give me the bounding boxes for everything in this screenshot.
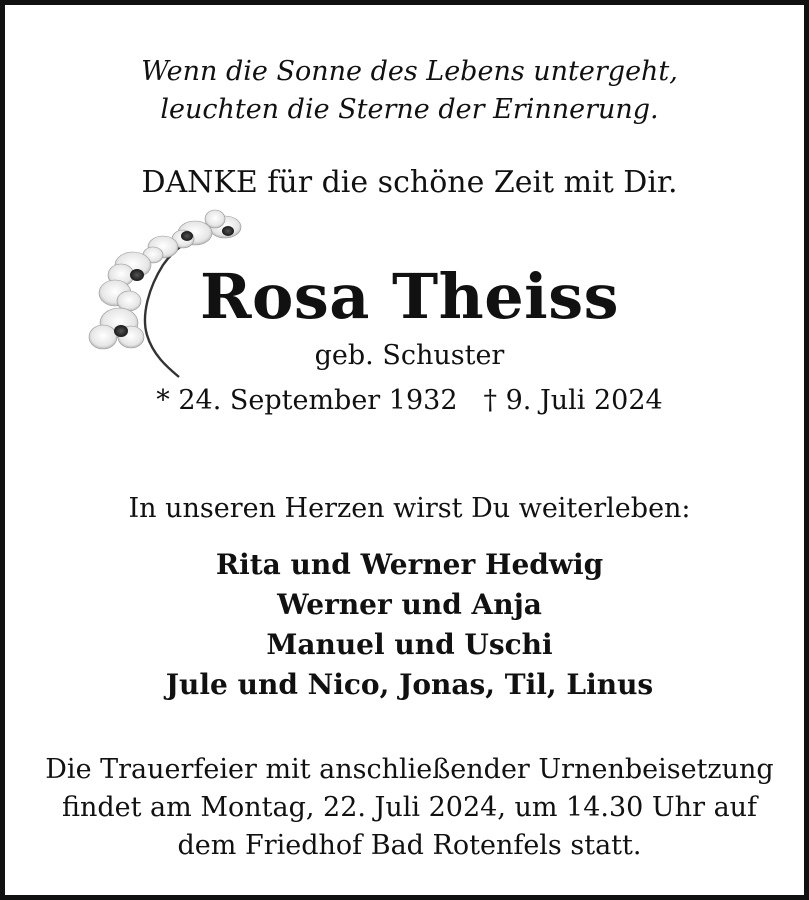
death-date: † 9. Juli 2024: [483, 385, 663, 416]
maiden-name: geb. Schuster: [314, 340, 505, 371]
family-member-line: Werner und Anja: [277, 588, 542, 621]
ceremony-line-2: findet am Montag, 22. Juli 2024, um 14.30 Uhr auf: [61, 792, 758, 823]
ceremony-line-3: dem Friedhof Bad Rotenfels statt.: [177, 830, 642, 861]
family-list: [5, 545, 809, 705]
motto: [5, 53, 809, 129]
heart-line: In unseren Herzen wirst Du weiterleben:: [128, 493, 691, 524]
family-member-line: Rita und Werner Hedwig: [215, 548, 604, 581]
thanks-line: DANKE für die schöne Zeit mit Dir.: [141, 165, 678, 200]
birth-date: * 24. September 1932: [156, 385, 458, 416]
motto-line-1: Wenn die Sonne des Lebens untergeht,: [141, 56, 678, 87]
ceremony-notice: [5, 751, 809, 865]
family-member-line: Jule und Nico, Jonas, Til, Linus: [165, 668, 654, 701]
ceremony-line-1: Die Trauerfeier mit anschließender Urnenbeisetzung: [45, 754, 774, 785]
deceased-name: Rosa Theiss: [199, 260, 620, 333]
family-member-line: Manuel und Uschi: [266, 628, 553, 661]
motto-line-2: leuchten die Sterne der Erinnerung.: [160, 94, 659, 125]
life-dates: [5, 385, 809, 416]
